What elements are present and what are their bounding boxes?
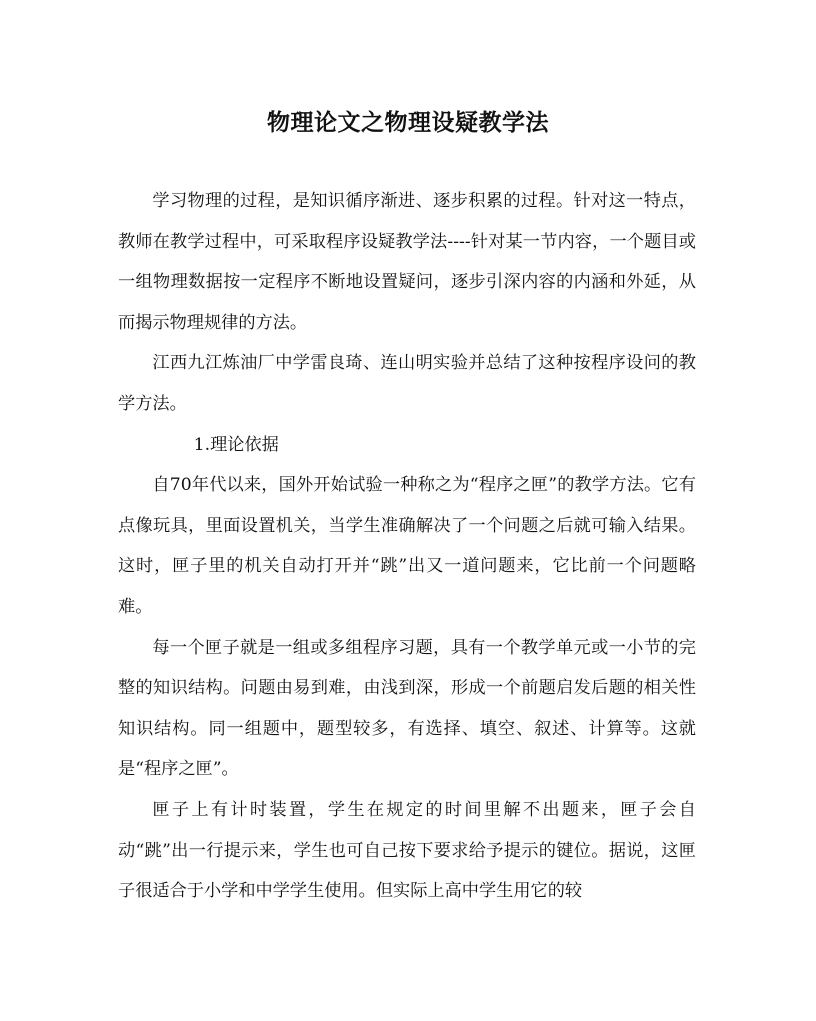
paragraph-box-structure: 每一个匣子就是一组或多组程序习题，具有一个教学单元或一小节的完整的知识结构。问题由易到难，由浅到深，形成一个前题启发后题的相关性知识结构。同一组题中，题型较多，有选择、填空、叙述、计算等。这就是“程序之匣”。 <box>118 637 696 780</box>
document-title: 物理论文之物理设疑教学法 <box>267 109 549 136</box>
paragraph-box-timer: 匣子上有计时装置，学生在规定的时间里解不出题来，匣子会自动“跳”出一行提示来，学生也可自己按下要求给予提示的键位。据说，这匣子很适合于小学和中学学生使用。但实际上高中学生用它的较 <box>118 799 696 902</box>
document-body <box>118 181 696 912</box>
paragraph-program-box: 自70年代以来，国外开始试验一种称之为“程序之匣”的教学方法。它有点像玩具，里面设置机关，当学生准确解决了一个问题之后就可输入结果。这时，匣子里的机关自动打开并“跳”出又一道问题来，它比前一个问题略难。 <box>118 475 696 617</box>
paragraph-intro: 学习物理的过程，是知识循序渐进、逐步积累的过程。针对这一特点，教师在教学过程中，可采取程序设疑教学法----针对某一节内容，一个题目或一组物理数据按一定程序不断地设置疑问，逐步引深内容的内涵和外延，从而揭示物理规律的方法。 <box>118 191 696 333</box>
paragraph-authors: 江西九江炼油厂中学雷良琦、连山明实验并总结了这种按程序设问的教学方法。 <box>118 353 696 414</box>
section-heading-theory: 1.理论依据 <box>193 434 279 455</box>
